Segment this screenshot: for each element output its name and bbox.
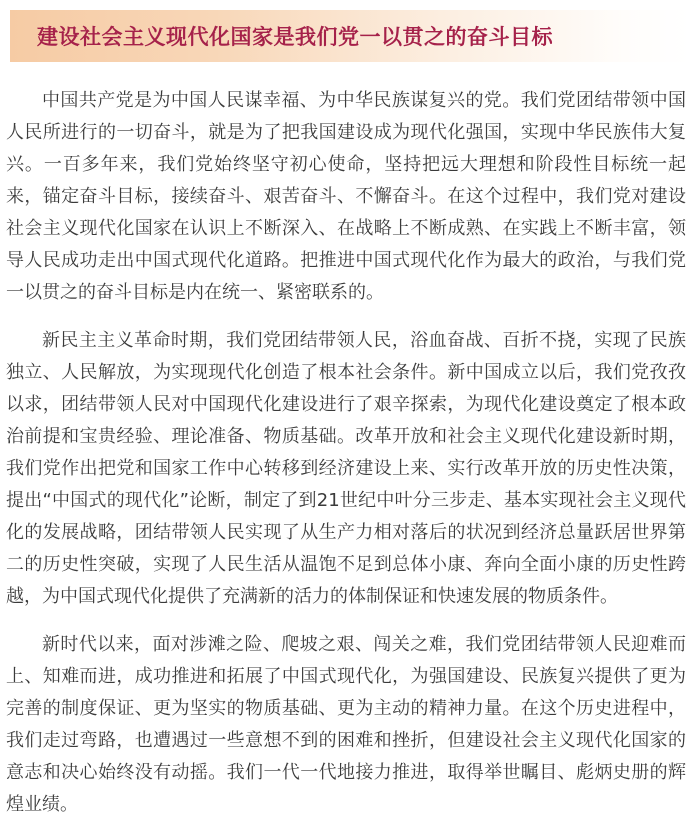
- article-title-banner: [10, 10, 692, 62]
- paragraph-2: 新民主主义革命时期，我们党团结带领人民，浴血奋战、百折不挠，实现了民族独立、人民解放，为实现现代化创造了根本社会条件。新中国成立以后，我们党孜孜以求，团结带领人民对中国现代化建设进行了艰辛探索，为现代化建设奠定了根本政治前提和宝贵经验、理论准备、物质基础。改革开放和社会主义现代化建设新时期，我们党作出把党和国家工作中心转移到经济建设上来、实行改革开放的历史性决策，提出“中国式的现代化”论断，制定了到21世纪中叶分三步走、基本实现社会主义现代化的发展战略，团结带领人民实现了从生产力相对落后的状况到经济总量跃居世界第二的历史性突破，实现了人民生活从温饱不足到总体小康、奔向全面小康的历史性跨越，为中国式现代化提供了充满新的活力的体制保证和快速发展的物质条件。: [6, 330, 686, 607]
- page-title: 建设社会主义现代化国家是我们党一以贯之的奋斗目标: [37, 25, 553, 49]
- article-page: [0, 10, 692, 816]
- paragraph-1: 中国共产党是为中国人民谋幸福、为中华民族谋复兴的党。我们党团结带领中国人民所进行的一切奋斗，就是为了把我国建设成为现代化强国，实现中华民族伟大复兴。一百多年来，我们党始终坚守初心使命，坚持把远大理想和阶段性目标统一起来，锚定奋斗目标，接续奋斗、艰苦奋斗、不懈奋斗。在这个过程中，我们党对建设社会主义现代化国家在认识上不断深入、在战略上不断成熟、在实践上不断丰富，领导人民成功走出中国式现代化道路。把推进中国式现代化作为最大的政治，与我们党一以贯之的奋斗目标是内在统一、紧密联系的。: [6, 90, 686, 303]
- paragraph-3: 新时代以来，面对涉滩之险、爬坡之艰、闯关之难，我们党团结带领人民迎难而上、知难而进，成功推进和拓展了中国式现代化，为强国建设、民族复兴提供了更为完善的制度保证、更为坚实的物质基础、更为主动的精神力量。在这个历史进程中，我们走过弯路，也遭遇过一些意想不到的困难和挫折，但建设社会主义现代化国家的意志和决心始终没有动摇。我们一代一代地接力推进，取得举世瞩目、彪炳史册的辉煌业绩。: [6, 634, 686, 815]
- article-body: [0, 85, 692, 816]
